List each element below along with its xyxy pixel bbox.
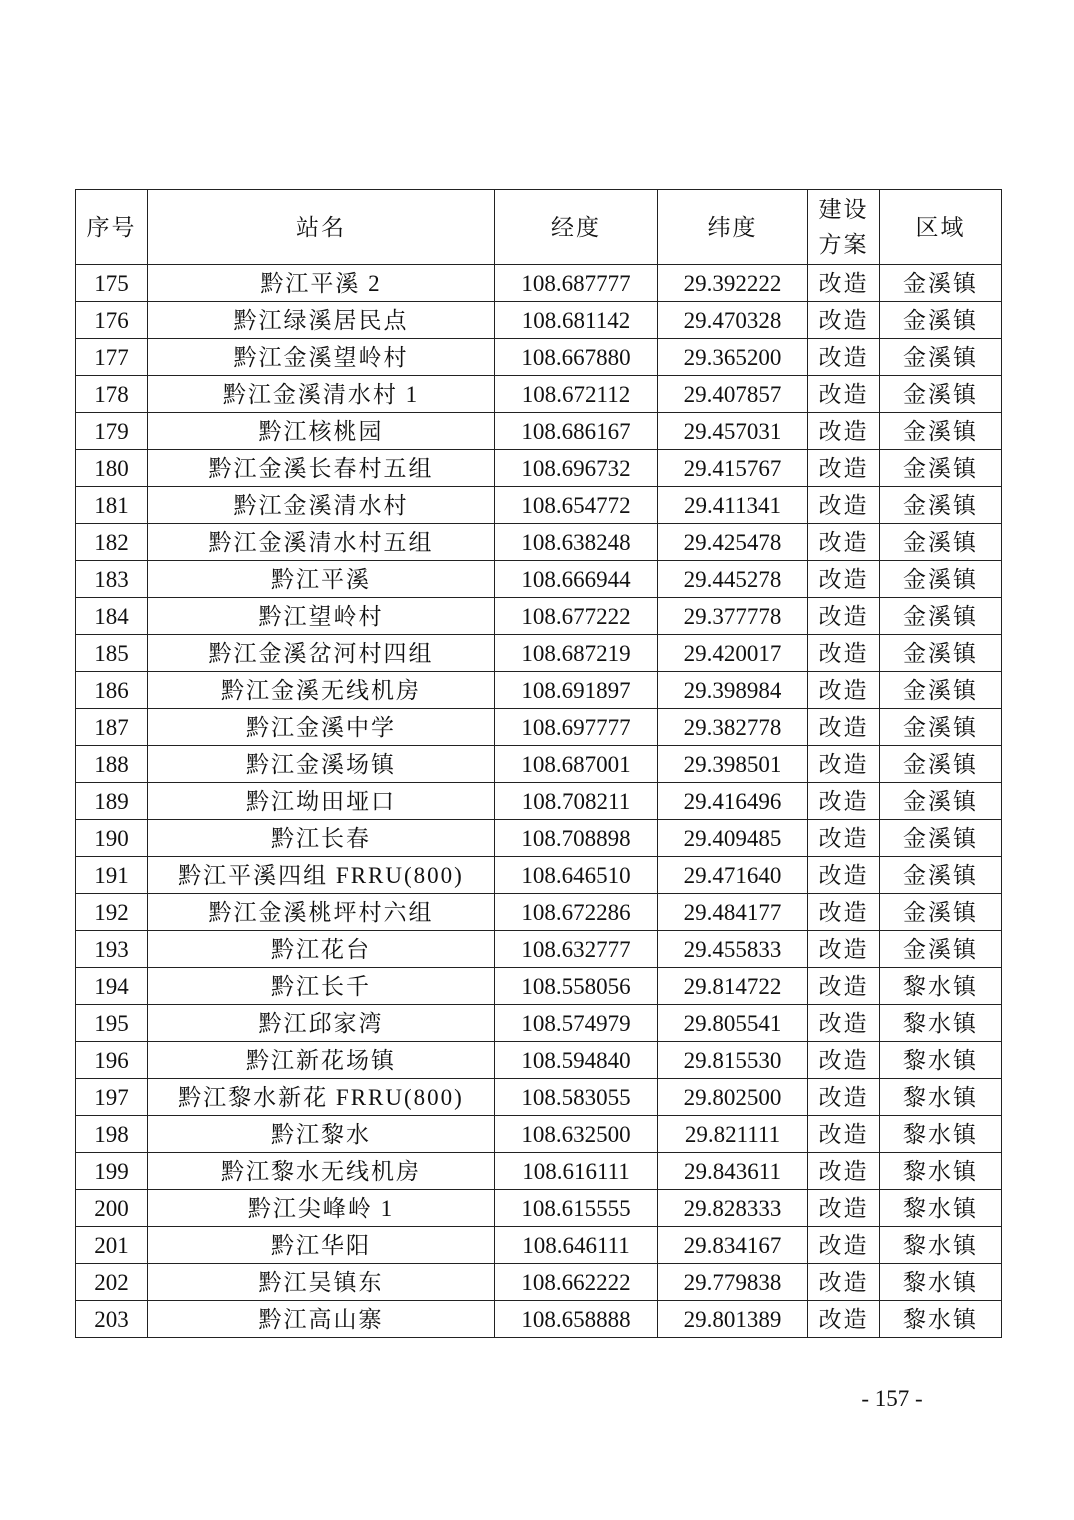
cell-construction-plan: 改造 — [808, 1079, 880, 1116]
header-region: 区域 — [880, 190, 1002, 265]
cell-station-name: 黔江长春 — [148, 820, 495, 857]
cell-longitude: 108.708898 — [495, 820, 658, 857]
table-row — [76, 783, 1002, 820]
cell-construction-plan: 改造 — [808, 1227, 880, 1264]
cell-construction-plan: 改造 — [808, 1005, 880, 1042]
cell-latitude: 29.425478 — [658, 524, 808, 561]
table-row — [76, 1042, 1002, 1079]
cell-region: 金溪镇 — [880, 709, 1002, 746]
cell-station-name: 黔江黎水 — [148, 1116, 495, 1153]
cell-construction-plan: 改造 — [808, 561, 880, 598]
cell-station-name: 黔江吴镇东 — [148, 1264, 495, 1301]
cell-region: 金溪镇 — [880, 820, 1002, 857]
cell-latitude: 29.382778 — [658, 709, 808, 746]
table-row — [76, 1116, 1002, 1153]
table-row — [76, 820, 1002, 857]
cell-longitude: 108.583055 — [495, 1079, 658, 1116]
cell-longitude: 108.687001 — [495, 746, 658, 783]
cell-construction-plan: 改造 — [808, 1190, 880, 1227]
cell-latitude: 29.457031 — [658, 413, 808, 450]
cell-region: 金溪镇 — [880, 894, 1002, 931]
cell-latitude: 29.802500 — [658, 1079, 808, 1116]
cell-construction-plan: 改造 — [808, 302, 880, 339]
table-row — [76, 968, 1002, 1005]
cell-latitude: 29.801389 — [658, 1301, 808, 1338]
table-row — [76, 894, 1002, 931]
cell-latitude: 29.365200 — [658, 339, 808, 376]
cell-region: 黎水镇 — [880, 968, 1002, 1005]
table-row — [76, 376, 1002, 413]
cell-longitude: 108.677222 — [495, 598, 658, 635]
cell-index: 185 — [76, 635, 148, 672]
header-latitude: 纬度 — [658, 190, 808, 265]
cell-station-name: 黔江黎水无线机房 — [148, 1153, 495, 1190]
cell-index: 195 — [76, 1005, 148, 1042]
cell-longitude: 108.666944 — [495, 561, 658, 598]
cell-index: 199 — [76, 1153, 148, 1190]
cell-index: 196 — [76, 1042, 148, 1079]
cell-construction-plan: 改造 — [808, 635, 880, 672]
cell-index: 176 — [76, 302, 148, 339]
table-header-row — [76, 190, 1002, 265]
cell-index: 203 — [76, 1301, 148, 1338]
cell-station-name: 黔江金溪场镇 — [148, 746, 495, 783]
cell-longitude: 108.658888 — [495, 1301, 658, 1338]
cell-region: 黎水镇 — [880, 1005, 1002, 1042]
cell-region: 黎水镇 — [880, 1190, 1002, 1227]
cell-construction-plan: 改造 — [808, 857, 880, 894]
cell-station-name: 黔江平溪四组 FRRU(800) — [148, 857, 495, 894]
cell-region: 金溪镇 — [880, 265, 1002, 302]
cell-region: 金溪镇 — [880, 635, 1002, 672]
cell-index: 180 — [76, 450, 148, 487]
cell-construction-plan: 改造 — [808, 894, 880, 931]
cell-construction-plan: 改造 — [808, 487, 880, 524]
cell-index: 192 — [76, 894, 148, 931]
header-index: 序号 — [76, 190, 148, 265]
cell-station-name: 黔江望岭村 — [148, 598, 495, 635]
cell-index: 188 — [76, 746, 148, 783]
cell-region: 黎水镇 — [880, 1116, 1002, 1153]
cell-index: 189 — [76, 783, 148, 820]
table-row — [76, 1005, 1002, 1042]
cell-region: 黎水镇 — [880, 1301, 1002, 1338]
cell-construction-plan: 改造 — [808, 413, 880, 450]
cell-station-name: 黔江邱家湾 — [148, 1005, 495, 1042]
cell-station-name: 黔江金溪长春村五组 — [148, 450, 495, 487]
cell-longitude: 108.708211 — [495, 783, 658, 820]
cell-longitude: 108.672286 — [495, 894, 658, 931]
cell-latitude: 29.407857 — [658, 376, 808, 413]
cell-longitude: 108.638248 — [495, 524, 658, 561]
cell-latitude: 29.815530 — [658, 1042, 808, 1079]
cell-station-name: 黔江长千 — [148, 968, 495, 1005]
cell-region: 黎水镇 — [880, 1264, 1002, 1301]
cell-region: 金溪镇 — [880, 783, 1002, 820]
cell-latitude: 29.484177 — [658, 894, 808, 931]
cell-station-name: 黔江尖峰岭 1 — [148, 1190, 495, 1227]
cell-region: 金溪镇 — [880, 413, 1002, 450]
cell-region: 金溪镇 — [880, 598, 1002, 635]
cell-region: 金溪镇 — [880, 302, 1002, 339]
cell-region: 黎水镇 — [880, 1042, 1002, 1079]
table-row — [76, 1153, 1002, 1190]
header-station-name: 站名 — [148, 190, 495, 265]
cell-index: 191 — [76, 857, 148, 894]
cell-longitude: 108.697777 — [495, 709, 658, 746]
table-row — [76, 265, 1002, 302]
table-row — [76, 561, 1002, 598]
cell-construction-plan: 改造 — [808, 598, 880, 635]
cell-index: 194 — [76, 968, 148, 1005]
cell-latitude: 29.415767 — [658, 450, 808, 487]
cell-longitude: 108.662222 — [495, 1264, 658, 1301]
station-table — [75, 189, 1002, 1338]
cell-station-name: 黔江金溪岔河村四组 — [148, 635, 495, 672]
cell-longitude: 108.646111 — [495, 1227, 658, 1264]
table-row — [76, 635, 1002, 672]
cell-index: 187 — [76, 709, 148, 746]
cell-index: 197 — [76, 1079, 148, 1116]
cell-index: 181 — [76, 487, 148, 524]
cell-longitude: 108.646510 — [495, 857, 658, 894]
table-row — [76, 672, 1002, 709]
cell-latitude: 29.398984 — [658, 672, 808, 709]
cell-latitude: 29.416496 — [658, 783, 808, 820]
cell-longitude: 108.594840 — [495, 1042, 658, 1079]
cell-station-name: 黔江金溪清水村五组 — [148, 524, 495, 561]
cell-latitude: 29.409485 — [658, 820, 808, 857]
cell-construction-plan: 改造 — [808, 968, 880, 1005]
cell-station-name: 黔江金溪清水村 — [148, 487, 495, 524]
cell-longitude: 108.632777 — [495, 931, 658, 968]
cell-latitude: 29.398501 — [658, 746, 808, 783]
cell-longitude: 108.687219 — [495, 635, 658, 672]
table-row — [76, 1264, 1002, 1301]
cell-region: 金溪镇 — [880, 376, 1002, 413]
table-row — [76, 339, 1002, 376]
cell-region: 金溪镇 — [880, 524, 1002, 561]
cell-index: 175 — [76, 265, 148, 302]
cell-longitude: 108.687777 — [495, 265, 658, 302]
cell-construction-plan: 改造 — [808, 524, 880, 561]
cell-construction-plan: 改造 — [808, 931, 880, 968]
cell-latitude: 29.828333 — [658, 1190, 808, 1227]
cell-longitude: 108.616111 — [495, 1153, 658, 1190]
cell-station-name: 黔江华阳 — [148, 1227, 495, 1264]
cell-longitude: 108.632500 — [495, 1116, 658, 1153]
cell-latitude: 29.843611 — [658, 1153, 808, 1190]
cell-longitude: 108.686167 — [495, 413, 658, 450]
cell-region: 金溪镇 — [880, 746, 1002, 783]
header-longitude: 经度 — [495, 190, 658, 265]
table-body — [76, 265, 1002, 1338]
cell-region: 金溪镇 — [880, 450, 1002, 487]
cell-index: 202 — [76, 1264, 148, 1301]
cell-index: 183 — [76, 561, 148, 598]
cell-index: 178 — [76, 376, 148, 413]
cell-latitude: 29.377778 — [658, 598, 808, 635]
table-row — [76, 487, 1002, 524]
table-row — [76, 709, 1002, 746]
cell-region: 黎水镇 — [880, 1079, 1002, 1116]
cell-construction-plan: 改造 — [808, 783, 880, 820]
cell-longitude: 108.615555 — [495, 1190, 658, 1227]
cell-construction-plan: 改造 — [808, 1301, 880, 1338]
cell-longitude: 108.667880 — [495, 339, 658, 376]
cell-region: 金溪镇 — [880, 561, 1002, 598]
cell-longitude: 108.558056 — [495, 968, 658, 1005]
cell-region: 金溪镇 — [880, 487, 1002, 524]
cell-longitude: 108.696732 — [495, 450, 658, 487]
cell-latitude: 29.805541 — [658, 1005, 808, 1042]
cell-station-name: 黔江金溪望岭村 — [148, 339, 495, 376]
table-row — [76, 413, 1002, 450]
cell-latitude: 29.779838 — [658, 1264, 808, 1301]
cell-station-name: 黔江核桃园 — [148, 413, 495, 450]
cell-region: 金溪镇 — [880, 339, 1002, 376]
page-number: - 157 - — [861, 1386, 923, 1411]
cell-latitude: 29.821111 — [658, 1116, 808, 1153]
cell-station-name: 黔江金溪中学 — [148, 709, 495, 746]
cell-index: 179 — [76, 413, 148, 450]
cell-station-name: 黔江平溪 — [148, 561, 495, 598]
table-row — [76, 746, 1002, 783]
cell-index: 186 — [76, 672, 148, 709]
cell-longitude: 108.672112 — [495, 376, 658, 413]
cell-station-name: 黔江金溪无线机房 — [148, 672, 495, 709]
cell-latitude: 29.834167 — [658, 1227, 808, 1264]
cell-station-name: 黔江金溪清水村 1 — [148, 376, 495, 413]
cell-station-name: 黔江坳田垭口 — [148, 783, 495, 820]
table-row — [76, 1301, 1002, 1338]
cell-construction-plan: 改造 — [808, 339, 880, 376]
cell-construction-plan: 改造 — [808, 1153, 880, 1190]
table-row — [76, 302, 1002, 339]
cell-construction-plan: 改造 — [808, 1116, 880, 1153]
table-row — [76, 1079, 1002, 1116]
cell-longitude: 108.654772 — [495, 487, 658, 524]
cell-latitude: 29.470328 — [658, 302, 808, 339]
cell-station-name: 黔江黎水新花 FRRU(800) — [148, 1079, 495, 1116]
cell-station-name: 黔江花台 — [148, 931, 495, 968]
header-plan-line2: 方案 — [818, 232, 869, 257]
cell-index: 182 — [76, 524, 148, 561]
cell-construction-plan: 改造 — [808, 450, 880, 487]
cell-region: 黎水镇 — [880, 1153, 1002, 1190]
cell-construction-plan: 改造 — [808, 1042, 880, 1079]
header-plan-line1: 建设 — [818, 197, 869, 222]
table-row — [76, 598, 1002, 635]
cell-index: 193 — [76, 931, 148, 968]
cell-region: 金溪镇 — [880, 931, 1002, 968]
cell-station-name: 黔江绿溪居民点 — [148, 302, 495, 339]
cell-index: 184 — [76, 598, 148, 635]
cell-region: 金溪镇 — [880, 672, 1002, 709]
cell-longitude: 108.681142 — [495, 302, 658, 339]
cell-station-name: 黔江新花场镇 — [148, 1042, 495, 1079]
cell-region: 黎水镇 — [880, 1227, 1002, 1264]
cell-latitude: 29.445278 — [658, 561, 808, 598]
cell-latitude: 29.411341 — [658, 487, 808, 524]
table-row — [76, 1190, 1002, 1227]
cell-construction-plan: 改造 — [808, 1264, 880, 1301]
header-construction-plan — [808, 190, 880, 265]
cell-latitude: 29.455833 — [658, 931, 808, 968]
cell-station-name: 黔江高山寨 — [148, 1301, 495, 1338]
cell-construction-plan: 改造 — [808, 376, 880, 413]
cell-index: 177 — [76, 339, 148, 376]
table-row — [76, 857, 1002, 894]
cell-construction-plan: 改造 — [808, 672, 880, 709]
table-row — [76, 450, 1002, 487]
cell-longitude: 108.574979 — [495, 1005, 658, 1042]
cell-latitude: 29.420017 — [658, 635, 808, 672]
cell-index: 190 — [76, 820, 148, 857]
table-row — [76, 931, 1002, 968]
cell-latitude: 29.471640 — [658, 857, 808, 894]
cell-construction-plan: 改造 — [808, 265, 880, 302]
cell-index: 201 — [76, 1227, 148, 1264]
table-row — [76, 524, 1002, 561]
cell-construction-plan: 改造 — [808, 820, 880, 857]
cell-index: 198 — [76, 1116, 148, 1153]
table-row — [76, 1227, 1002, 1264]
cell-region: 金溪镇 — [880, 857, 1002, 894]
cell-index: 200 — [76, 1190, 148, 1227]
cell-station-name: 黔江金溪桃坪村六组 — [148, 894, 495, 931]
cell-construction-plan: 改造 — [808, 709, 880, 746]
cell-construction-plan: 改造 — [808, 746, 880, 783]
cell-longitude: 108.691897 — [495, 672, 658, 709]
cell-latitude: 29.814722 — [658, 968, 808, 1005]
cell-latitude: 29.392222 — [658, 265, 808, 302]
cell-station-name: 黔江平溪 2 — [148, 265, 495, 302]
